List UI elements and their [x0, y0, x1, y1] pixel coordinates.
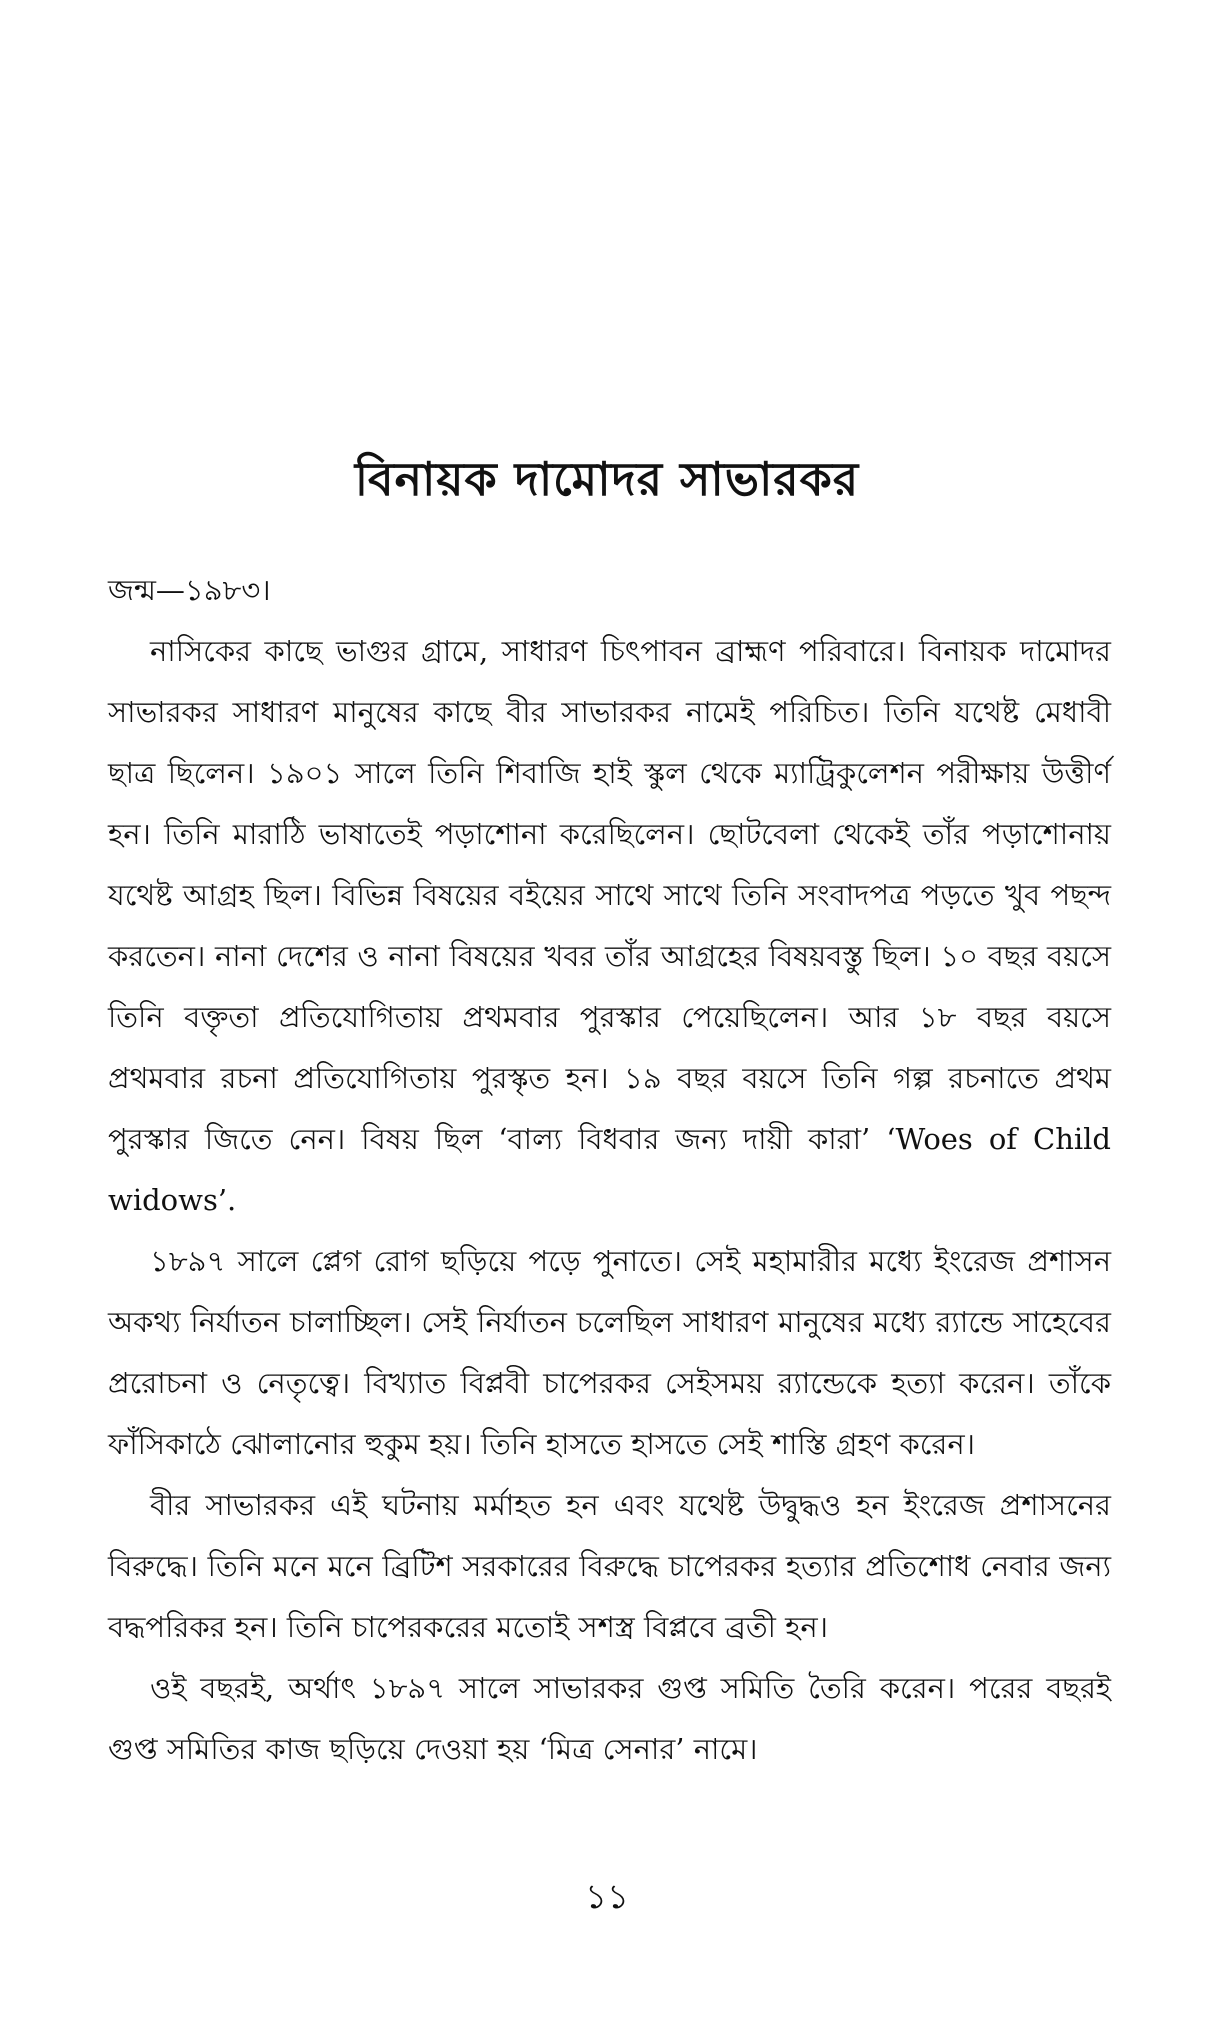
page-number: ১১ [584, 1877, 630, 1917]
paragraph-resolve: বীর সাভারকর এই ঘটনায় মর্মাহত হন এবং যথেষ্ট উদ্বুদ্ধও হন ইংরেজ প্রশাসনের বিরুদ্ধে। তিনি মনে মনে ব্রিটিশ সরকারের বিরুদ্ধে চাপেরকর হত্যার প্রতিশোধ নেবার জন্য বদ্ধপরিকর হন। তিনি চাপেরকরের মতোই সশস্ত্র বিপ্লবে ব্রতী হন। [108, 1488, 1111, 1644]
paragraph-secret-society: ওই বছরই, অর্থাৎ ১৮৯৭ সালে সাভারকর গুপ্ত সমিতি তৈরি করেন। পরের বছরই গুপ্ত সমিতির কাজ ছড়িয়ে দেওয়া হয় ‘মিত্র সেনার’ নামে। [108, 1671, 1111, 1766]
body-text [108, 560, 1111, 1780]
chapter-title: বিনায়ক দামোদর সাভারকর [354, 451, 860, 506]
paragraph-early-life: নাসিকের কাছে ভাগুর গ্রামে, সাধারণ চিৎপাবন ব্রাহ্মণ পরিবারে। বিনায়ক দামোদর সাভারকর সাধারণ মানুষের কাছে বীর সাভারকর নামেই পরিচিত। তিনি যথেষ্ট মেধাবী ছাত্র ছিলেন। ১৯০১ সালে তিনি শিবাজি হাই স্কুল থেকে ম্যাট্রিকুলেশন পরীক্ষায় উত্তীর্ণ হন। তিনি মারাঠি ভাষাতেই পড়াশোনা করেছিলেন। ছোটবেলা থেকেই তাঁর পড়াশোনায় যথেষ্ট আগ্রহ ছিল। বিভিন্ন বিষয়ের বইয়ের সাথে সাথে তিনি সংবাদপত্র পড়তে খুব পছন্দ করতেন। নানা দেশের ও নানা বিষয়ের খবর তাঁর আগ্রহের বিষয়বস্তু ছিল। ১০ বছর বয়সে তিনি বক্তৃতা প্রতিযোগিতায় প্রথমবার পুরস্কার পেয়েছিলেন। আর ১৮ বছর বয়সে প্রথমবার রচনা প্রতিযোগিতায় পুরস্কৃত হন। ১৯ বছর বয়সে তিনি গল্প রচনাতে প্রথম পুরস্কার জিতে নেন। বিষয় ছিল ‘বাল্য বিধবার জন্য দায়ী কারা’ ‘Woes of Child widows’. [108, 634, 1111, 1217]
birth-line: জন্ম—১৯৮৩। [108, 573, 271, 607]
paragraph-plague: ১৮৯৭ সালে প্লেগ রোগ ছড়িয়ে পড়ে পুনাতে। সেই মহামারীর মধ্যে ইংরেজ প্রশাসন অকথ্য নির্যাতন চালাচ্ছিল। সেই নির্যাতন চলেছিল সাধারণ মানুষের মধ্যে র‍্যান্ডে সাহেবের প্ররোচনা ও নেতৃত্বে। বিখ্যাত বিপ্লবী চাপেরকর সেইসময় র‍্যান্ডেকে হত্যা করেন। তাঁকে ফাঁসিকাঠে ঝোলানোর হুকুম হয়। তিনি হাসতে হাসতে সেই শাস্তি গ্রহণ করেন। [108, 1244, 1111, 1461]
